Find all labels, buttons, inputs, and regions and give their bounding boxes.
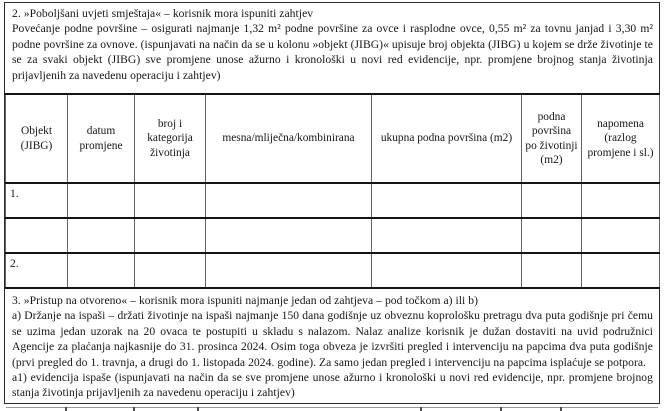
table-cell (522, 183, 582, 218)
next-table-column-stub (197, 407, 199, 411)
table-cell (135, 218, 206, 253)
next-table-column-stub (500, 407, 502, 411)
section-2-title: 2. »Poboljšani uvjeti smještaja« – korisnik mora ispuniti zahtjev (12, 7, 314, 20)
table-cell (522, 218, 582, 253)
section-3-open-access (5, 289, 659, 411)
table-cell (206, 218, 372, 253)
table-row-blank (6, 218, 660, 253)
section-3-item-a: a) Držanje na ispaši – držati životinje na ispaši najmanje 150 dana godišnje uz obveznu koprološku pretragu dva puta godišnje pri čemu se uzima jedan uzorak na 20 ovaca te postupiti u skladu s nalazom. Nalaz analize korisnik je dužan dostaviti na uvid podružnici Agencije za plaćanja najkasnije do 31. prosinca 2024. Osim toga obveza je izvršiti pregled i intervenciju na papcima dva puta godišnje (prvi pregled do 1. travnja, a drugi do 1. listopada 2024. godine). Za samo jedan pregled i intervenciju na papcima isplaćuje se potpora. (12, 309, 653, 369)
header-cell-napomena: napomena (razlog promjene i sl.) (582, 94, 660, 183)
table-cell (372, 253, 522, 288)
table-row-2 (6, 253, 660, 288)
table-cell (206, 253, 372, 288)
table-row-1 (6, 183, 660, 218)
table-cell (135, 183, 206, 218)
evidence-table (5, 93, 660, 289)
form-document (4, 2, 660, 404)
table-cell (522, 253, 582, 288)
table-cell (135, 253, 206, 288)
table-cell (582, 218, 660, 253)
section-2-improved-housing (5, 3, 659, 93)
next-table-column-stub (560, 407, 562, 411)
table-cell (372, 218, 522, 253)
next-table-column-stub (65, 407, 67, 411)
header-cell-datum-promjene: datum promjene (68, 94, 135, 183)
table-cell (68, 183, 135, 218)
table-cell (582, 253, 660, 288)
header-cell-broj-kategorija: broj i kategorija životinja (135, 94, 206, 183)
table-cell (68, 253, 135, 288)
table-cell (68, 218, 135, 253)
section-2-body: Povećanje podne površine – osigurati najmanje 1,32 m² podne površine za ovce i rasplodne ovce, 0,55 m² za tovnu janjad i 3,30 m² podne površine za ovnove. (ispunjavati na način da se u kolonu »objekt (JIBG)« upisuje broj objekta (JIBG) u kojem se drže životinje te se za svaki objekt (JIBG) sve promjene unose ažurno i kronološki u novi red evidencije, npr. promjene brojnog stanja životinja prijavljenih za navedenu operaciju i zahtjev) (12, 22, 653, 82)
row-number-cell: 2. (6, 253, 68, 288)
header-cell-povrsina-po-zivotinji: podna površina po životinji (m2) (522, 94, 582, 183)
table-header-row (6, 94, 660, 183)
next-table-column-stub (420, 407, 422, 411)
section-3-title: 3. »Pristup na otvoreno« – korisnik mora ispuniti najmanje jedan od zahtjeva – pod točkom a) ili b) (12, 294, 479, 307)
section-3-item-a1: a1) evidencija ispaše (ispunjavati na način da se sve promjene unose ažurno i kronološki u novi red evidencije, npr. promjene brojnog stanja životinja prijavljenih za navedenu operaciju i zahtjev) (12, 371, 653, 400)
next-table-column-stub (133, 407, 135, 411)
header-cell-mesna-mlijecna: mesna/mliječna/kombinirana (206, 94, 372, 183)
header-cell-ukupna-povrsina: ukupna podna površina (m2) (372, 94, 522, 183)
table-cell (372, 183, 522, 218)
row-number-cell: 1. (6, 183, 68, 218)
header-cell-objekt-jibg: Objekt (JIBG) (6, 94, 68, 183)
table-cell (582, 183, 660, 218)
row-number-cell (6, 218, 68, 253)
table-cell (206, 183, 372, 218)
